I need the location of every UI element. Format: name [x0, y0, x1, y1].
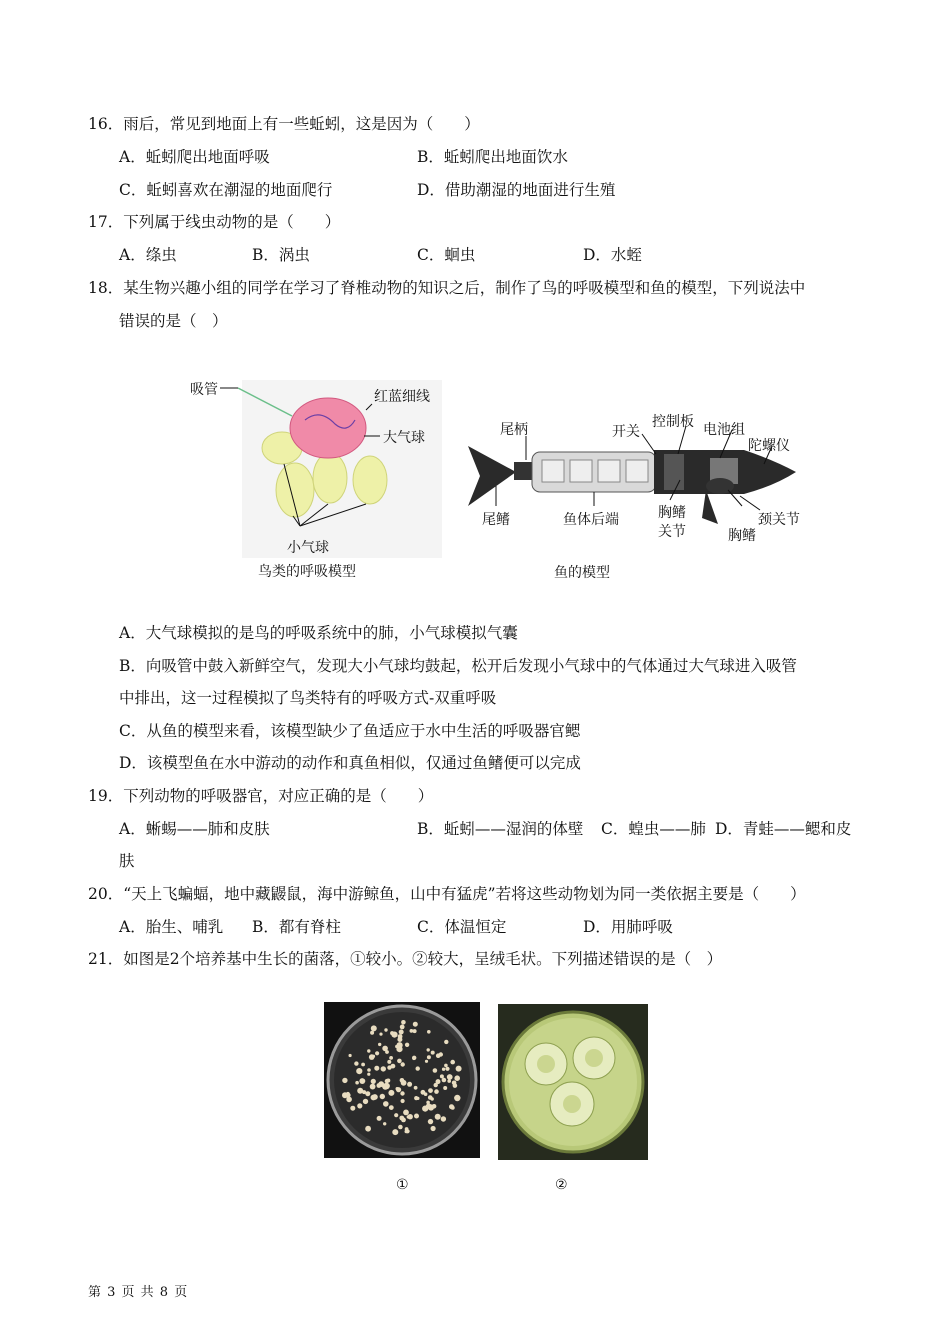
colony-dot: [346, 1092, 350, 1096]
colony-dot: [454, 1095, 460, 1101]
q20-option-a: A．胎生、哺乳: [119, 918, 224, 936]
q21-figure: [320, 1000, 660, 1200]
q18-stem-cont: 错误的是（ ）: [119, 312, 228, 330]
colony-dot: [397, 1059, 402, 1064]
colony-dot: [433, 1068, 438, 1073]
colony-dot: [401, 1099, 405, 1103]
colony-dot: [371, 1079, 376, 1084]
colony-dot: [394, 1113, 398, 1117]
colony-dot: [407, 1115, 410, 1118]
pectoral-fin: [702, 490, 718, 524]
small-balloon: [353, 456, 387, 504]
colony-dot: [354, 1061, 358, 1065]
colony-dot: [432, 1104, 437, 1109]
bird-caption: 鸟类的呼吸模型: [258, 564, 356, 580]
label-tail-fin: 尾鳍: [482, 512, 510, 528]
label-neck-joint: 颈关节: [758, 512, 800, 528]
colony-dot: [389, 1105, 394, 1110]
label-switch: 开关: [612, 424, 640, 440]
colony-dot: [422, 1106, 428, 1112]
colony-dot: [414, 1114, 419, 1119]
colony-dot: [400, 1078, 405, 1083]
colony-dot: [367, 1068, 371, 1072]
q16-option-b: B．蚯蚓爬出地面饮水: [417, 148, 568, 166]
small-balloon: [276, 463, 314, 517]
colony-dot: [396, 1087, 399, 1090]
colony-dot: [355, 1081, 359, 1085]
colony-dot: [357, 1103, 362, 1108]
q19-option-d: D．青蛙——鳃和皮: [715, 820, 852, 838]
label-control-board: 控制板: [652, 414, 694, 430]
q18-option-d: D．该模型鱼在水中游动的动作和真鱼相似，仅通过鱼鳍便可以完成: [119, 754, 581, 772]
bird-breathing-model: [190, 380, 442, 580]
q18-option-c: C．从鱼的模型来看，该模型缺少了鱼适应于水中生活的呼吸器官鳃: [119, 722, 581, 740]
label-pectoral-fin-joint-1: 胸鳍: [658, 505, 686, 521]
colony-dot: [431, 1126, 436, 1131]
colony-dot: [346, 1097, 352, 1103]
colony-dot: [365, 1091, 370, 1096]
colony-dot: [451, 1106, 455, 1110]
colony-dot: [428, 1119, 433, 1124]
colony-dot: [405, 1043, 409, 1047]
colony-dot: [442, 1068, 445, 1071]
colony-dot: [370, 1084, 376, 1090]
colony-dot: [363, 1099, 368, 1104]
q16-option-d: D．借助潮湿的地面进行生殖: [417, 181, 616, 199]
colony-dot: [378, 1043, 381, 1046]
colony-dot: [400, 1025, 405, 1030]
q16-stem: 16．雨后，常见到地面上有一些蚯蚓，这是因为（ ）: [88, 115, 480, 133]
colony-dot: [435, 1114, 441, 1120]
q17-option-b: B．涡虫: [252, 246, 310, 264]
q19-option-c: C．蝗虫——肺: [601, 820, 706, 838]
colony-dot: [379, 1033, 382, 1036]
small-balloon: [313, 453, 347, 503]
colony-dot: [412, 1056, 416, 1060]
label-gyroscope: 陀螺仪: [748, 438, 790, 454]
colony-dot: [424, 1092, 428, 1096]
label-pectoral-fin-joint-2: 关节: [658, 524, 686, 540]
colony-dot: [377, 1116, 382, 1121]
q18-option-b-cont: 中排出，这一过程模拟了鸟类特有的呼吸方式-双重呼吸: [119, 689, 497, 707]
label-battery: 电池组: [703, 422, 745, 438]
colony-dot: [441, 1116, 446, 1121]
colony-dot: [398, 1034, 403, 1039]
colony-dot: [414, 1086, 418, 1090]
colony-dot: [449, 1075, 453, 1079]
colony-dot: [350, 1106, 355, 1111]
label-big-balloon: 大气球: [383, 430, 425, 446]
colony-dot: [401, 1020, 406, 1025]
colony-dot: [444, 1040, 448, 1044]
colony-dot: [387, 1065, 391, 1069]
colony-dot: [447, 1079, 451, 1083]
label-small-balloon: 小气球: [287, 540, 329, 556]
colony-dot: [371, 1095, 377, 1101]
label-tail-stalk: 尾柄: [500, 422, 528, 438]
colony-dot: [398, 1125, 403, 1130]
colony-dot: [414, 1096, 418, 1100]
colony-dot: [388, 1090, 394, 1096]
q19-option-a: A．蜥蜴——肺和皮肤: [119, 820, 270, 838]
fish-caption: 鱼的模型: [554, 565, 610, 581]
petri-dish-1: [324, 1002, 480, 1158]
label-rear-body: 鱼体后端: [563, 512, 619, 528]
colony-dot: [374, 1066, 379, 1071]
colony-dot: [410, 1029, 414, 1033]
q17-option-a: A．绦虫: [119, 246, 177, 264]
colony-dot: [380, 1094, 385, 1099]
colony-dot: [389, 1056, 393, 1060]
label-red-blue-thread: 红蓝细线: [374, 389, 430, 405]
label-dish-2: ②: [555, 1177, 568, 1193]
label-dish-1: ①: [396, 1177, 409, 1193]
big-balloon: [290, 398, 366, 458]
colony-dot: [427, 1048, 430, 1051]
colony-dot: [361, 1063, 365, 1067]
q18-stem: 18．某生物兴趣小组的同学在学习了脊椎动物的知识之后，制作了鸟的呼吸模型和鱼的模型，下列说法中: [88, 279, 806, 297]
colony-dot: [442, 1078, 447, 1083]
colony-dot: [384, 1028, 387, 1031]
colony-dot: [416, 1066, 420, 1070]
colony-dot: [403, 1110, 409, 1116]
colony-dot: [383, 1122, 386, 1125]
colony-dot: [357, 1088, 363, 1094]
q20-option-c: C．体温恒定: [417, 918, 507, 936]
colony-dot: [391, 1032, 397, 1038]
q19-stem: 19．下列动物的呼吸器官，对应正确的是（ ）: [88, 787, 434, 805]
colony-dot: [436, 1079, 441, 1084]
fish-model: [468, 413, 800, 581]
q16-option-a: A．蚯蚓爬出地面呼吸: [119, 148, 270, 166]
q18-option-a: A．大气球模拟的是鸟的呼吸系统中的肺，小气球模拟气囊: [119, 624, 518, 642]
colony-dot: [434, 1089, 439, 1094]
colony-dot: [431, 1051, 435, 1055]
q18-option-b: B．向吸管中鼓入新鲜空气，发现大小气球均鼓起，松开后发现小气球中的气体通过大气球进入吸管: [119, 657, 797, 675]
petri-dish-2: [498, 1004, 648, 1160]
colony-dot: [381, 1066, 386, 1071]
q16-option-c: C．蚯蚓喜欢在潮湿的地面爬行: [119, 181, 333, 199]
q17-option-d: D．水蛭: [583, 246, 642, 264]
colony-dot: [382, 1046, 388, 1052]
colony-dot: [428, 1088, 433, 1093]
colony-dot: [456, 1066, 462, 1072]
colony-dot: [454, 1075, 460, 1081]
q21-stem: 21．如图是2个培养基中生长的菌落，①较小。②较大，呈绒毛状。下列描述错误的是（ ）: [88, 950, 723, 968]
q17-stem: 17．下列属于线虫动物的是（ ）: [88, 213, 341, 231]
colony-dot: [407, 1082, 412, 1087]
colony-dot: [450, 1060, 455, 1065]
colony-dot: [401, 1062, 405, 1066]
colony-dot: [427, 1055, 431, 1059]
colony-dot: [384, 1083, 390, 1089]
colony-dot: [399, 1030, 404, 1035]
colony-dot: [360, 1078, 365, 1083]
fish-tail-fin: [468, 446, 516, 506]
q20-option-b: B．都有脊柱: [252, 918, 341, 936]
colony-dot: [372, 1055, 375, 1058]
colony-dot: [445, 1067, 449, 1071]
q18-figure: [180, 370, 820, 590]
colony-dot: [431, 1097, 434, 1100]
colony-dot: [356, 1068, 362, 1074]
colony-dot: [453, 1083, 458, 1088]
colony-dot: [371, 1025, 377, 1031]
colony-dot: [349, 1054, 352, 1057]
colony-dot: [406, 1129, 410, 1133]
colony-dot: [392, 1129, 398, 1135]
label-straw: 吸管: [190, 382, 218, 398]
colony-dot: [367, 1073, 370, 1076]
colony-dot: [395, 1045, 398, 1048]
colony-dot: [387, 1060, 391, 1064]
colony-dot: [400, 1091, 404, 1095]
colony-dot: [383, 1101, 389, 1107]
q19-option-d-cont: 肤: [119, 852, 135, 870]
colony-dot: [377, 1083, 382, 1088]
colony-dot: [385, 1079, 389, 1083]
colony-dot: [375, 1051, 379, 1055]
colony-dot: [444, 1064, 448, 1068]
q20-option-d: D．用肺呼吸: [583, 918, 673, 936]
q17-option-c: C．蛔虫: [417, 246, 476, 264]
label-pectoral-fin: 胸鳍: [728, 528, 756, 544]
colony-dot: [427, 1030, 431, 1034]
q20-stem: 20．“天上飞蝙蝠，地中藏鼹鼠，海中游鲸鱼，山中有猛虎”若将这些动物划为同一类依据主要是（ ）: [88, 885, 806, 903]
colony-dot: [425, 1060, 428, 1063]
colony-dot: [342, 1078, 347, 1083]
colony-dot: [365, 1126, 371, 1132]
q19-option-b: B．蚯蚓——湿润的体壁: [417, 820, 584, 838]
colony-dot: [413, 1022, 418, 1027]
colony-dot: [439, 1052, 443, 1056]
page-footer: 第 3 页 共 8 页: [88, 1285, 189, 1300]
colony-dot: [367, 1049, 370, 1052]
colony-dot: [426, 1101, 430, 1105]
colony-dot: [399, 1116, 404, 1121]
colony-dot: [443, 1086, 447, 1090]
